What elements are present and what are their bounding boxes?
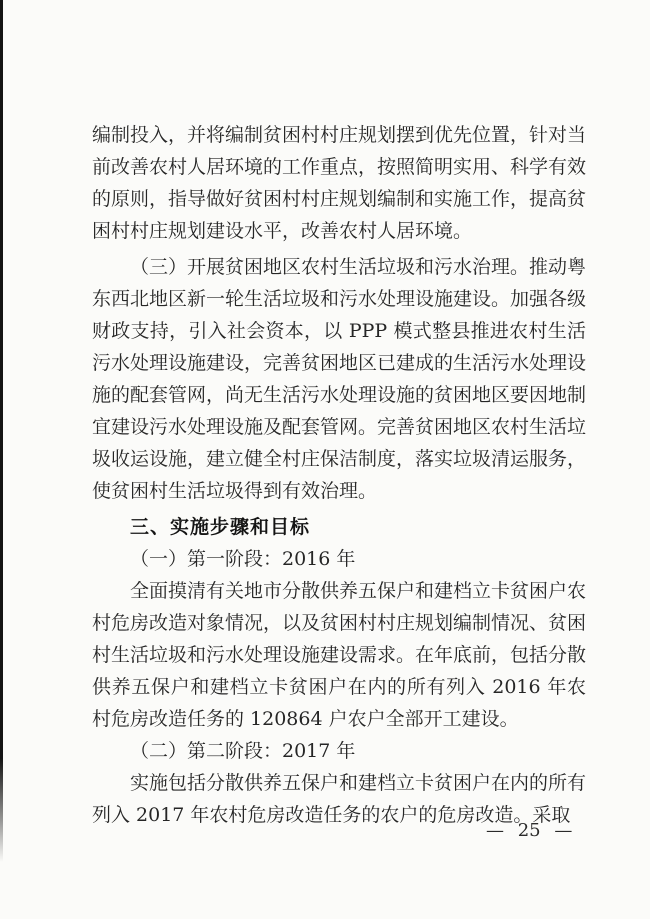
paragraph-stage-two-body: 实施包括分散供养五保户和建档立卡贫困户在内的所有列入 2017 年农村危房改造任务的农户的危房改造。采取 (92, 772, 587, 826)
scan-edge-line (0, 0, 3, 862)
paragraph-stage-one-body: 全面摸清有关地市分散供养五保户和建档立卡贫困户农村危房改造对象情况，以及贫困村村庄规划编制情况、贫困村生活垃圾和污水处理设施建设需求。在年底前，包括分散供养五保户和建档立卡贫困户在内的所有列入 2016 年农村危房改造任务的 120864 户农户全部开工建设。 (92, 580, 587, 730)
section-heading-steps-and-goals: 三、实施步骤和目标 (130, 516, 311, 538)
paragraph-item-three: （三）开展贫困地区农村生活垃圾和污水治理。推动粤东西北地区新一轮生活垃圾和污水处理设施建设。加强各级财政支持，引入社会资本，以 PPP 模式整县推进农村生活污水处理设施建设，完善贫困地区已建成的生活污水处理设施的配套管网，尚无生活污水处理设施的贫困地区要因地制宜建设污水处理设施及配套管网。完善贫困地区农村生活垃圾收运设施，建立健全村庄保洁制度，落实垃圾清运服务，使贫困村生活垃圾得到有效治理。 (92, 256, 587, 502)
paragraph-continuation: 编制投入，并将编制贫困村村庄规划摆到优先位置，针对当前改善农村人居环境的工作重点，按照简明实用、科学有效的原则，指导做好贫困村村庄规划编制和实施工作，提高贫困村村庄规划建设水平，改善农村人居环境。 (92, 124, 587, 242)
paragraph-stage-one-title: （一）第一阶段：2016 年 (130, 548, 356, 570)
paragraph-stage-two-title: （二）第二阶段：2017 年 (130, 740, 356, 762)
document-body (92, 119, 586, 831)
page-number: — 25 — (486, 820, 573, 841)
